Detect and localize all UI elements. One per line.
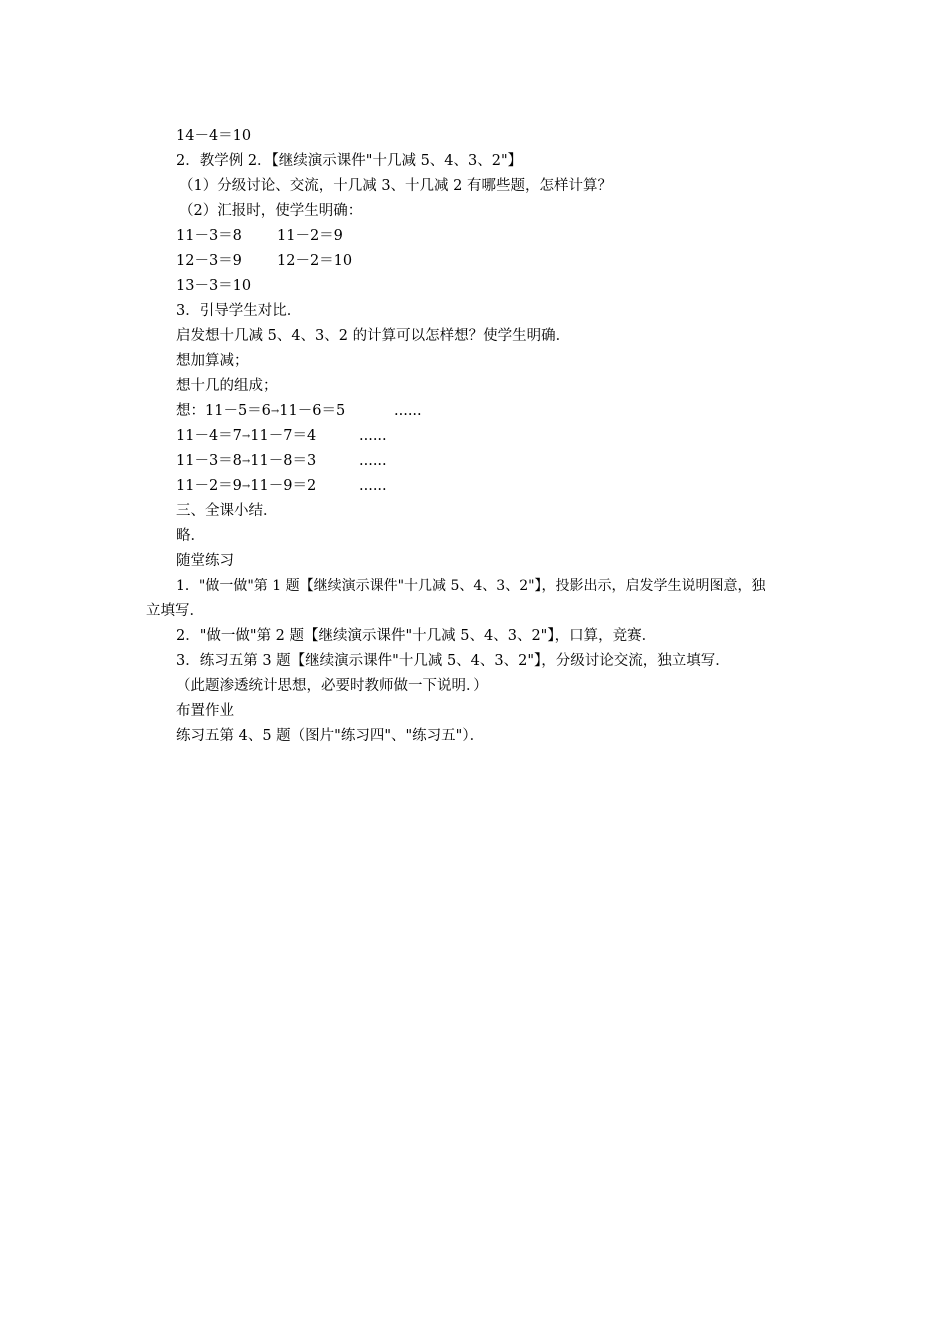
equation-a: 11－2＝9 [176,478,242,494]
substep-1-text: （1）分级讨论、交流，十几减 3、十几减 2 有哪些题，怎样计算？ [179,178,613,194]
reasoning-row [176,476,387,496]
equation-right: 11－2＝9 [277,228,343,244]
substep-1 [179,176,612,196]
exercise-1-line-2 [146,601,204,621]
paragraph-text: 略． [176,528,205,544]
equation-a: 11－3＝8 [176,453,242,469]
exercise-2 [176,626,656,646]
exercise-3-text: 3．练习五第 3 题【继续演示课件"十几减 5、4、3、2"】，分级讨论交流，独立填写． [176,653,730,669]
equation-left: 12－3＝9 [176,253,242,269]
note-text: （此题渗透统计思想，必要时教师做一下说明．） [176,678,488,694]
homework [176,726,484,746]
equation-b: 11－9＝2 [250,478,317,494]
paragraph [176,376,278,396]
exercise-1-text: 1．"做一做"第 1 题【继续演示课件"十几减 5、4、3、2"】，投影出示，启发学生说明图意，独 [176,578,766,594]
section-heading-text: 布置作业 [176,703,234,719]
section-heading [176,551,234,571]
section-heading-text: 三、全课小结． [176,503,278,519]
step-3-text: 3．引导学生对比． [176,303,302,319]
step-2-text: 2．教学例 2．【继续演示课件"十几减 5、4、3、2"】 [176,153,523,169]
ellipsis: ...... [359,428,387,444]
equation-b: 11－6＝5 [279,403,346,419]
exercise-3 [176,651,730,671]
arrow-right-icon: → [241,431,251,442]
equation-line [176,276,251,296]
paragraph-text: 想加算减； [176,353,249,369]
arrow-right-icon: → [241,456,251,467]
arrow-right-icon: → [270,406,280,417]
exercise-1-continuation: 立填写． [146,603,204,619]
ellipsis: ...... [394,403,422,419]
section-heading-text: 随堂练习 [176,553,234,569]
paragraph [176,351,249,371]
paragraph-text: 想十几的组成； [176,378,278,394]
substep-2 [179,201,362,221]
exercise-1-line-1 [176,576,766,596]
note [176,676,488,696]
reasoning-row [176,426,387,446]
equation-pair-row [176,226,343,246]
equation-line [176,126,251,146]
homework-text: 练习五第 4、5 题（图片"练习四"、"练习五"）． [176,728,485,744]
ellipsis: ...... [359,453,387,469]
step-3-heading [176,301,301,321]
step-2-heading [176,151,522,171]
substep-2-text: （2）汇报时，使学生明确： [179,203,363,219]
equation-a: 想：11－5＝6 [176,403,271,419]
equation-a: 11－4＝7 [176,428,242,444]
arrow-right-icon: → [241,481,251,492]
section-heading [176,701,234,721]
equation-b: 11－8＝3 [250,453,317,469]
equation-b: 11－7＝4 [250,428,317,444]
paragraph [176,326,570,346]
equation-text: 14－4＝10 [176,128,252,144]
equation-text: 13－3＝10 [176,278,252,294]
equation-right: 12－2＝10 [277,253,353,269]
paragraph-text: 启发想十几减 5、4、3、2 的计算可以怎样想？使学生明确． [176,328,571,344]
equation-pair-row [176,251,353,271]
reasoning-row [176,401,422,421]
exercise-2-text: 2．"做一做"第 2 题【继续演示课件"十几减 5、4、3、2"】，口算，竞赛． [176,628,657,644]
reasoning-row [176,451,387,471]
paragraph [176,526,205,546]
section-heading [176,501,278,521]
ellipsis: ...... [359,478,387,494]
equation-left: 11－3＝8 [176,228,242,244]
